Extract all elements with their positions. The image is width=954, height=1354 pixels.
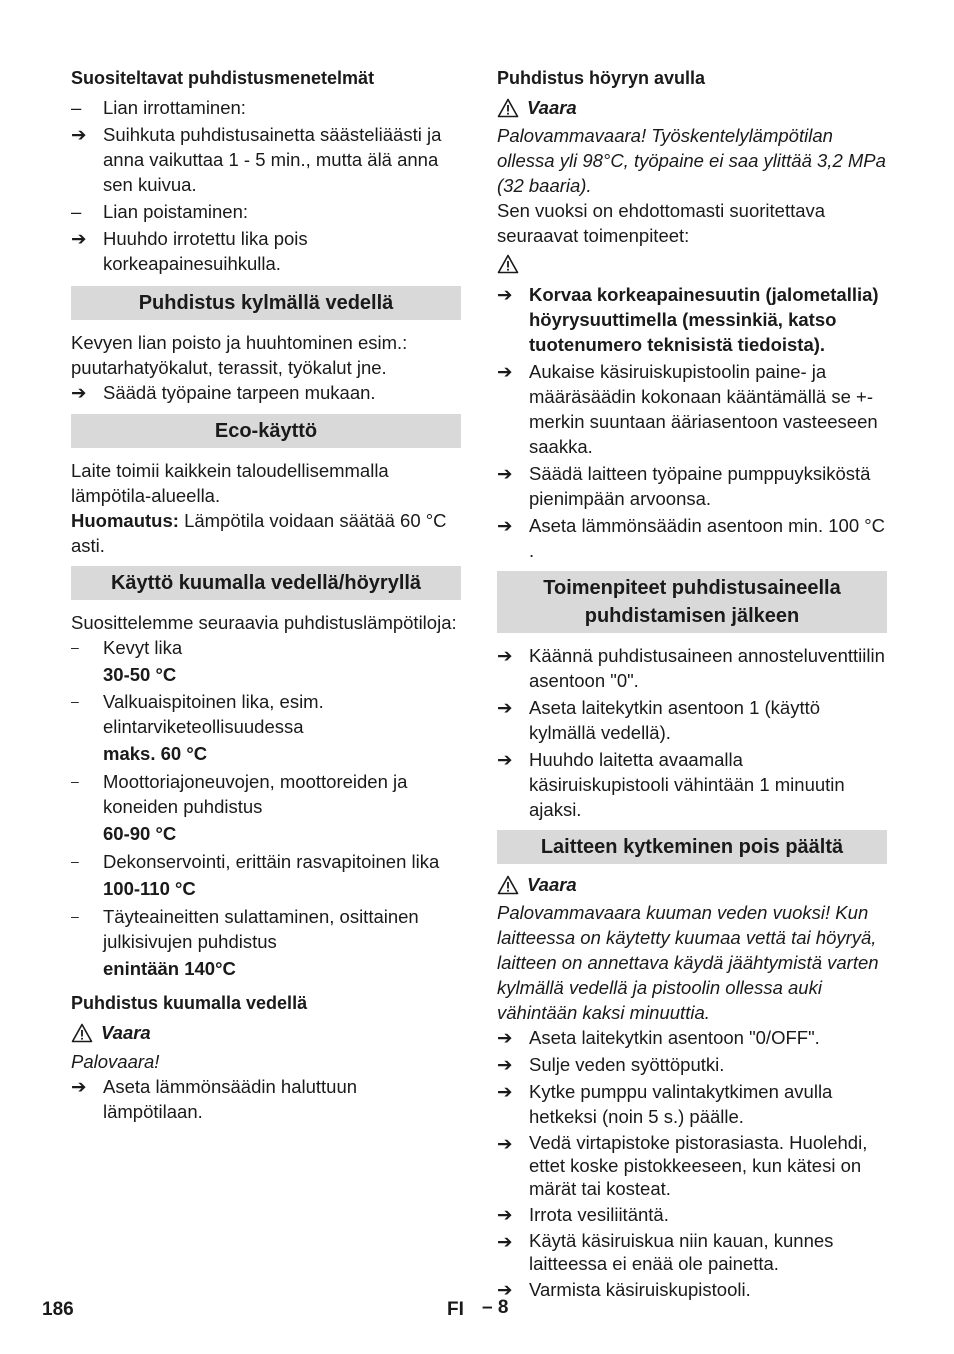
arrow-icon: ➔ — [497, 1279, 513, 1300]
arrow-icon: ➔ — [497, 1081, 513, 1102]
list-item: ➔ Käytä käsiruiskua niin kauan, kunnes laitteessa ei enää ole painetta. — [497, 1230, 834, 1274]
temperature-value: maks. 60 °C — [103, 743, 208, 764]
warning — [71, 1020, 461, 1045]
paragraph: Laite toimii kaikkein taloudellisemmalla lämpötila-alueella. — [71, 460, 389, 506]
list-item: ➔ Sulje veden syöttöputki. — [497, 1054, 725, 1075]
section-page-number: – 8 — [482, 1297, 509, 1318]
list-item: – Valkuaispitoinen lika, esim. elintarviketeollisuudessa — [71, 691, 324, 737]
heading-steam-cleaning: Puhdistus höyryn avulla — [497, 68, 706, 88]
arrow-icon: ➔ — [497, 645, 513, 666]
list-item: ➔ Säädä laitteen työpaine pumppuyksiköstä pienimpään arvoonsa. — [497, 463, 871, 509]
list-item: ➔ Aukaise käsiruiskupistoolin paine- ja määräsäädin kokonaan kääntämällä se +-merkin suuntaan ääriasentoon vasteeseen saakka. — [497, 361, 878, 457]
warning-text: Palovammavaara! Työskentelylämpötilan ollessa yli 98°C, työpaine ei saa ylittää 3,2 MPa (32 baaria). — [497, 125, 886, 196]
dash-marker: – — [71, 639, 79, 655]
list-item — [71, 876, 461, 901]
temperature-value: 30-50 °C — [103, 664, 177, 685]
temperature-value: enintään 140°C — [103, 958, 236, 979]
dash-marker: – — [71, 201, 82, 222]
paragraph: Sen vuoksi on ehdottomasti suoritettava seuraavat toimenpiteet: — [497, 200, 826, 246]
section-band-switch-off: Laitteen kytkeminen pois päältä — [497, 830, 887, 864]
arrow-icon: ➔ — [497, 1133, 513, 1154]
arrow-icon: ➔ — [497, 284, 513, 305]
list-item: ➔ Aseta lämmönsäädin asentoon min. 100 °C . — [497, 515, 886, 561]
warning — [497, 95, 887, 120]
heading-recommended-methods: Suositeltavat puhdistusmenetelmät — [71, 68, 375, 88]
arrow-icon: ➔ — [497, 1231, 513, 1252]
list-item: – Täyteaineitten sulattaminen, osittainen julkisivujen puhdistus — [71, 906, 419, 952]
warning-triangle-icon — [497, 98, 519, 118]
page-number: 186 — [42, 1299, 74, 1320]
list-item: ➔ Huuhdo laitetta avaamalla käsiruiskupistooli vähintään 1 minuutin ajaksi. — [497, 749, 845, 820]
warning-label: Vaara — [101, 1022, 151, 1043]
list-item: – Kevyt lika — [71, 637, 183, 658]
warning-standalone — [497, 254, 887, 274]
list-item — [71, 741, 461, 766]
after-detergent-steps — [497, 643, 887, 822]
dash-marker: – — [71, 97, 82, 118]
arrow-icon: ➔ — [497, 1054, 513, 1075]
arrow-icon: ➔ — [497, 361, 513, 382]
arrow-icon: ➔ — [497, 749, 513, 770]
warning-label: Vaara — [527, 97, 577, 118]
list-item: ➔ Irrota vesiliitäntä. — [497, 1204, 669, 1225]
list-item: ➔ Säädä työpaine tarpeen mukaan. — [71, 382, 376, 403]
list-item — [71, 662, 461, 687]
arrow-icon: ➔ — [71, 124, 87, 145]
list-item: ➔ Varmista käsiruiskupistooli. — [497, 1279, 751, 1300]
note-label: Huomautus: — [71, 510, 179, 531]
arrow-icon: ➔ — [71, 382, 87, 403]
dash-marker: – — [71, 773, 79, 789]
list-item: – Lian poistaminen: — [71, 201, 249, 222]
arrow-icon: ➔ — [497, 463, 513, 484]
paragraph: Suosittelemme seuraavia puhdistuslämpötiloja: — [71, 612, 457, 633]
dash-marker: – — [71, 853, 79, 869]
right-column — [497, 64, 887, 1302]
arrow-icon: ➔ — [497, 1204, 513, 1225]
arrow-icon: ➔ — [497, 697, 513, 718]
temperature-value: 100-110 °C — [103, 878, 196, 899]
arrow-icon: ➔ — [497, 515, 513, 536]
switch-off-steps — [497, 1025, 887, 1302]
list-item: ➔ Aseta lämmönsäädin haluttuun lämpötilaan. — [71, 1076, 358, 1122]
list-item: ➔ Vedä virtapistoke pistorasiasta. Huolehdi, ettet koske pistokkeeseen, kun kätesi on märät tai kosteat. — [497, 1132, 868, 1199]
warning-triangle-icon — [71, 1023, 93, 1043]
warning-triangle-icon — [497, 254, 519, 274]
language-code: FI — [447, 1299, 464, 1320]
list-item: – Dekonservointi, erittäin rasvapitoinen lika — [71, 851, 440, 872]
warning-label: Vaara — [527, 874, 577, 895]
warning — [497, 872, 887, 897]
note-paragraph: Huomautus: Lämpötila voidaan säätää 60 °C asti. — [71, 510, 447, 556]
methods-list — [71, 95, 461, 276]
list-item: ➔ Kytke pumppu valintakytkimen avulla hetkeksi (noin 5 s.) päälle. — [497, 1081, 833, 1127]
section-band-after-detergent: Toimenpiteet puhdistusaineella puhdistamisen jälkeen — [497, 571, 887, 633]
temperature-list — [71, 635, 461, 981]
list-item: ➔ Suihkuta puhdistusainetta säästeliäästi ja anna vaikuttaa 1 - 5 min., mutta älä anna sen kuivua. — [71, 124, 442, 195]
arrow-icon: ➔ — [71, 228, 87, 249]
arrow-icon: ➔ — [497, 1027, 513, 1048]
heading-hot-water-cleaning: Puhdistus kuumalla vedellä — [71, 993, 308, 1013]
list-item: ➔ Huuhdo irrotettu lika pois korkeapainesuihkulla. — [71, 228, 308, 274]
left-column — [71, 64, 461, 1124]
list-item: ➔ Käännä puhdistusaineen annosteluventtiilin asentoon "0". — [497, 645, 885, 691]
list-item: ➔ Aseta laitekytkin asentoon 1 (käyttö kylmällä vedellä). — [497, 697, 821, 743]
warning-triangle-icon — [497, 875, 519, 895]
list-item: – Lian irrottaminen: — [71, 97, 246, 118]
warning-text: Palovammavaara kuuman veden vuoksi! Kun laitteessa on käytetty kuumaa vettä tai höyryä, laitteen on annettava käydä jäähtymistä varten kylmällä vedellä ja pistoolin ollessa auki vähintään kaksi minuuttia. — [497, 902, 879, 1023]
steam-steps — [497, 282, 887, 563]
section-band-eco: Eco-käyttö — [71, 414, 461, 448]
list-item: ➔ Aseta laitekytkin asentoon "0/OFF". — [497, 1027, 820, 1048]
paragraph: Kevyen lian poisto ja huuhtominen esim.: puutarhatyökalut, terassit, työkalut jne. — [71, 332, 408, 378]
section-band-cold-water: Puhdistus kylmällä vedellä — [71, 286, 461, 320]
dash-marker: – — [71, 693, 79, 709]
temperature-value: 60-90 °C — [103, 823, 177, 844]
dash-marker: – — [71, 908, 79, 924]
list-item: – Moottoriajoneuvojen, moottoreiden ja koneiden puhdistus — [71, 771, 408, 817]
arrow-icon: ➔ — [71, 1076, 87, 1097]
section-band-hot-water: Käyttö kuumalla vedellä/höyryllä — [71, 566, 461, 600]
list-item — [71, 956, 461, 981]
list-item — [71, 821, 461, 846]
warning-text: Palovaara! — [71, 1051, 160, 1072]
list-item: ➔ Korvaa korkeapainesuutin (jalometallia) höyrysuuttimella (messinkiä, katso tuotenumero teknisistä tiedoista). — [497, 284, 879, 355]
